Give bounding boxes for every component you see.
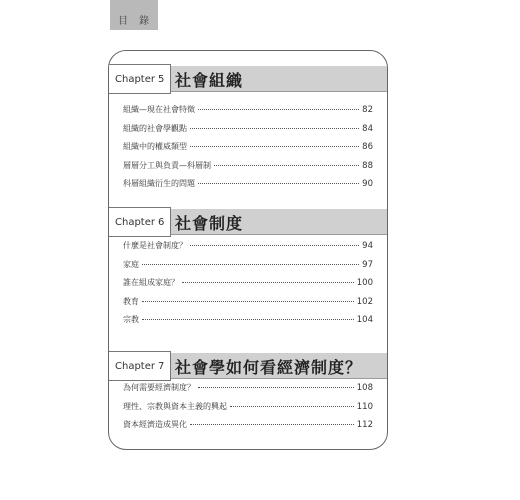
toc-entry[interactable] — [123, 259, 373, 278]
chapter-label — [109, 64, 171, 94]
chapter-header — [109, 351, 387, 379]
toc-entry[interactable] — [123, 401, 373, 420]
entry-title: 科層組織衍生的問題 — [123, 179, 195, 189]
entry-title: 誰在組成家庭？ — [123, 278, 179, 288]
entry-page: 94 — [362, 241, 373, 251]
entry-title: 教育 — [123, 296, 139, 306]
toc-entry[interactable] — [123, 104, 373, 123]
chapter-header — [109, 207, 387, 235]
chapter-number: 6 — [157, 216, 165, 228]
header-label: 目 錄 — [118, 16, 154, 27]
toc-entry[interactable] — [123, 160, 373, 179]
entry-title: 層層分工與負責—科層制 — [123, 160, 211, 170]
entry-page: 82 — [362, 105, 373, 115]
entry-page: 84 — [362, 123, 373, 134]
entry-title: 家庭 — [123, 259, 139, 269]
entry-page: 97 — [362, 259, 373, 270]
toc-entry[interactable] — [123, 419, 373, 438]
chapter-title: 社會學如何看經濟制度？ — [175, 357, 363, 377]
toc-entry[interactable] — [123, 123, 373, 142]
chapter-word: Chapter — [115, 73, 155, 85]
toc-entry[interactable] — [123, 314, 373, 333]
entry-title: 組織中的權威類型 — [123, 142, 187, 152]
entry-title: 為何需要經濟制度？ — [123, 383, 195, 392]
entry-list — [123, 104, 373, 197]
chapter-5 — [109, 64, 387, 190]
chapter-label — [109, 207, 171, 237]
toc-page — [108, 50, 388, 450]
toc-entry[interactable] — [123, 277, 373, 296]
entry-page: 102 — [356, 296, 373, 307]
toc-entry[interactable] — [123, 382, 373, 401]
entry-page: 86 — [362, 142, 373, 153]
chapter-7 — [109, 351, 387, 431]
entry-title: 組織的社會學觀點 — [123, 123, 187, 133]
toc-entry[interactable] — [123, 178, 373, 197]
toc-entry[interactable] — [123, 296, 373, 315]
entry-title: 什麼是社會制度？ — [123, 241, 187, 250]
entry-page: 104 — [356, 315, 373, 326]
entry-title: 資本經濟造成異化 — [123, 420, 187, 430]
header-tab — [110, 0, 158, 30]
toc-entry[interactable] — [123, 240, 373, 259]
chapter-title: 社會制度 — [175, 213, 244, 233]
entry-title: 組織—現在社會特徵 — [123, 105, 195, 114]
entry-page: 110 — [356, 401, 373, 412]
chapter-header — [109, 64, 387, 92]
chapter-number: 5 — [157, 73, 165, 85]
entry-title: 宗教 — [123, 315, 139, 325]
chapter-label — [109, 351, 171, 381]
entry-page: 88 — [362, 160, 373, 171]
chapter-6 — [109, 207, 387, 326]
entry-list — [123, 240, 373, 333]
chapter-title: 社會組織 — [175, 70, 244, 90]
toc-entry[interactable] — [123, 141, 373, 160]
entry-page: 90 — [362, 179, 373, 190]
chapter-word: Chapter — [115, 216, 155, 228]
entry-page: 112 — [356, 420, 373, 431]
chapter-word: Chapter — [115, 360, 155, 372]
entry-page: 100 — [356, 278, 373, 289]
chapter-number: 7 — [157, 360, 165, 372]
entry-title: 理性、宗教與資本主義的興起 — [123, 401, 227, 411]
entry-page: 108 — [356, 383, 373, 393]
entry-list — [123, 382, 373, 438]
